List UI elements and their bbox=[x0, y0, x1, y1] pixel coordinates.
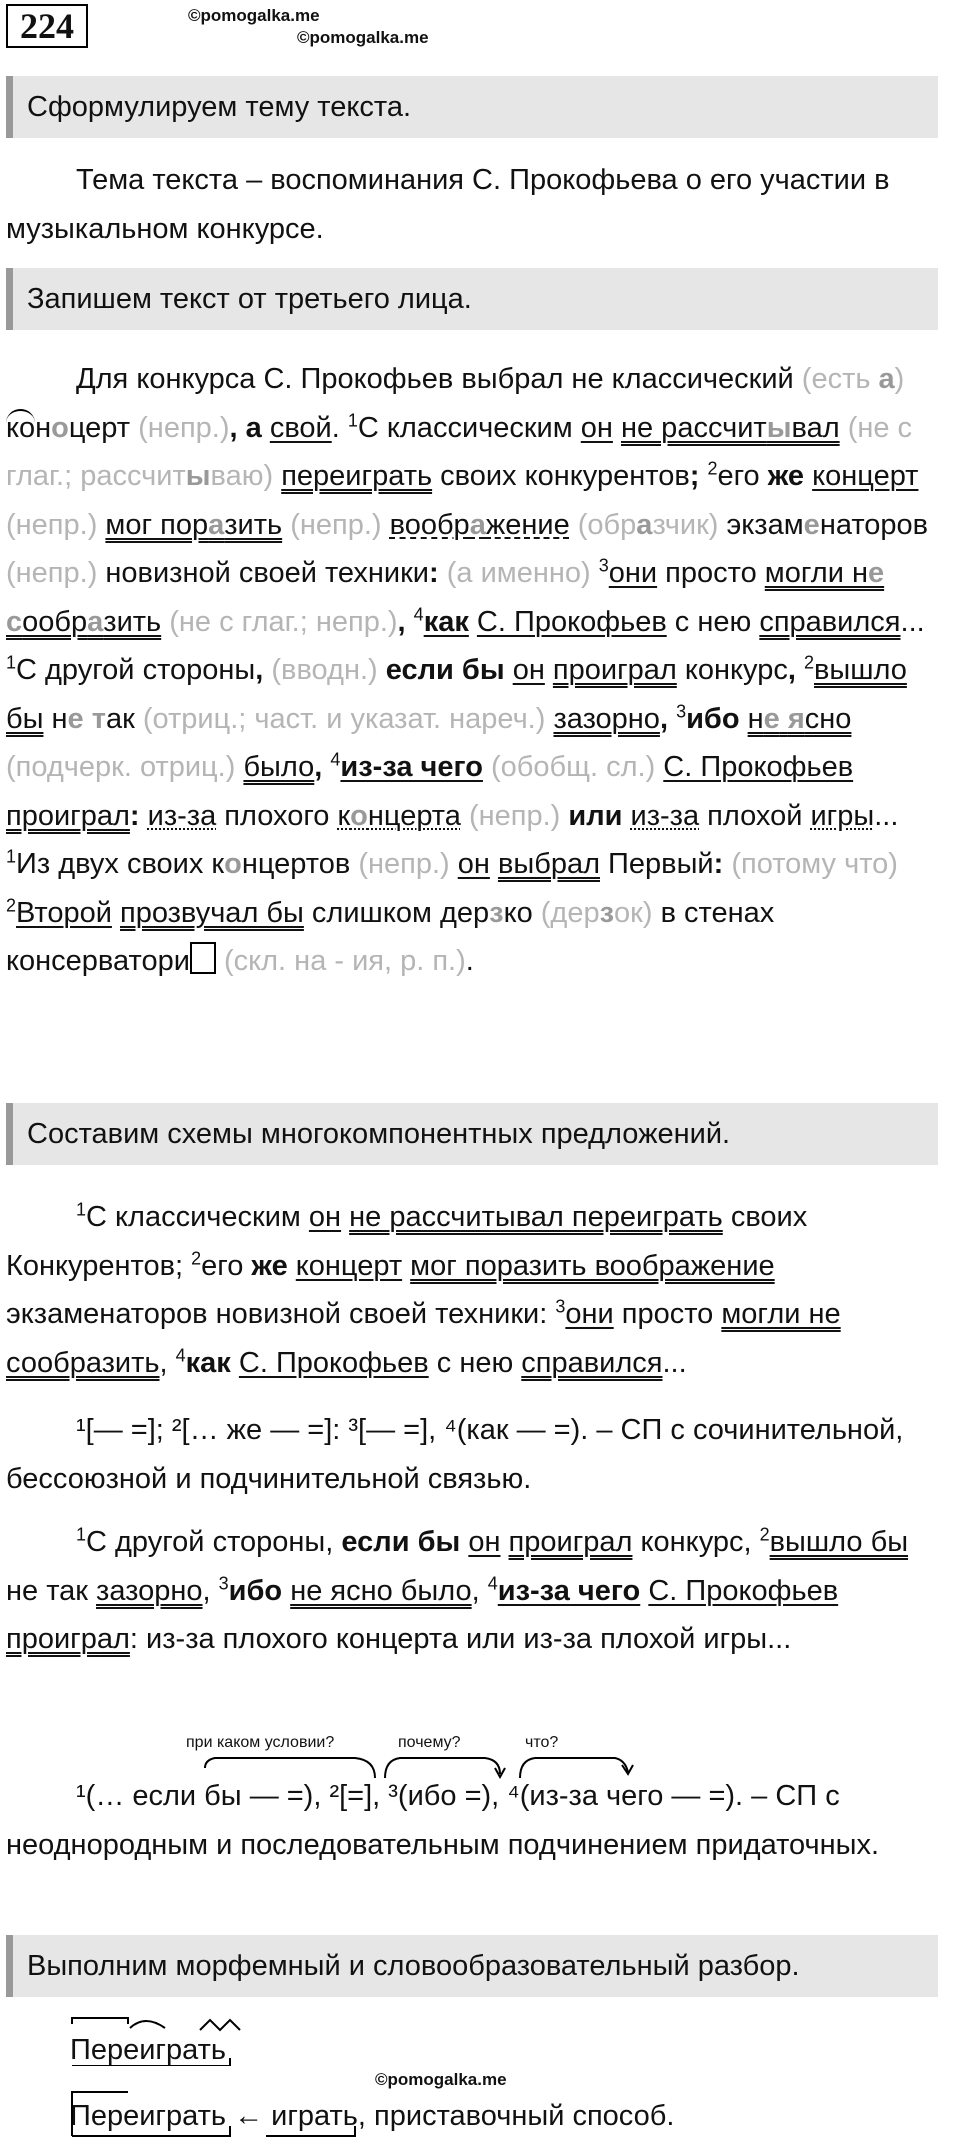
watermark: ©pomogalka.me bbox=[375, 2070, 507, 2089]
task-number: 224 bbox=[6, 4, 88, 48]
question-label: что? bbox=[525, 1734, 559, 1751]
morphemic-word bbox=[70, 2030, 226, 2070]
word-formation bbox=[70, 2096, 674, 2136]
analyzed-text: Для конкурса С. Прокофьев выбрал не классический (есть а) коноцерт (непр.), а свой. $^1$С классическим он не рассчитывал (не с глаг.; рассчитываю) переиграть своих конкурентов; $^2$его же концерт (непр.) мог поразить (непр.) воображение (образчик) экзаменаторов (непр.) новизной своей техники: (а именно) $^3$они просто могли не сообразить (не с глаг.; непр.), $^4$как С. Прокофьев с нею справился... $^1$С другой стороны, (вводн.) если бы он проиграл конкурс, $^2$вышло бы не так (отриц.; част. и указат. нареч.) зазорно, $^3$ибо не ясно (подчерк. отриц.) было, $^4$из-за чего (обобщ. сл.) С. Прокофьев проиграл: из-за плохого концерта (непр.) или из-за плохой игры... $^1$Из двух своих концертов (непр.) он выбрал Первый: (потому что) $^2$Второй прозвучал бы слишком дерзко (дерзок) в стенах консерватори (скл. на - ия, р. п.). bbox=[6, 363, 929, 977]
question-label: почему? bbox=[398, 1734, 461, 1751]
section-heading-theme: Сформулируем тему текста. bbox=[6, 76, 938, 138]
scheme-1: ¹[— =]; ²[… же — =]: ³[— =], ⁴(как — =). – СП с сочинительной, бессоюзной и подчинительной связью. bbox=[6, 1414, 904, 1495]
section-heading-rewrite: Запишем текст от третьего лица. bbox=[6, 268, 938, 330]
morpheme-marks bbox=[70, 2016, 270, 2066]
section-heading-schemes: Составим схемы многокомпонентных предложений. bbox=[6, 1103, 938, 1165]
theme-paragraph: Тема текста – воспоминания С. Прокофьева о его участии в музыкальном конкурсе. bbox=[6, 164, 890, 245]
section-heading-morphemic: Выполним морфемный и словообразовательный разбор. bbox=[6, 1935, 938, 1997]
analyzed-text-start: Для конкурса С. Прокофьев выбрал не классический bbox=[76, 363, 794, 395]
word-formation-marks bbox=[70, 2090, 370, 2140]
sentence-1: $^1$С классическим он не рассчитывал переиграть своих Конкурентов; $^2$его же концерт мог поразить воображение экзаменаторов новизной своей техники: $^3$они просто могли не сообразить, $^4$как С. Прокофьев с нею справился... bbox=[6, 1199, 841, 1379]
watermark: ©pomogalka.me bbox=[188, 6, 320, 25]
word-formation-text: Переиграть ← играть, приставочный способ. bbox=[70, 2100, 675, 2132]
watermark: ©pomogalka.me bbox=[297, 28, 429, 47]
scheme-2: ¹(… если бы — =), ²[=], ³(ибо =), ⁴(из-за чего — =). – СП с неоднородным и последовательным подчинением придаточных. bbox=[6, 1780, 880, 1861]
sentence-2: $^1$С другой стороны, если бы он проиграл конкурс, $^2$вышло бы не так зазорно, $^3$ибо не ясно было, $^4$из-за чего С. Прокофьев проиграл: из-за плохого концерта или из-за плохой игры... bbox=[6, 1524, 909, 1655]
question-label: при каком условии? bbox=[186, 1734, 335, 1751]
morph-word-text: Переиграть bbox=[70, 2034, 227, 2066]
